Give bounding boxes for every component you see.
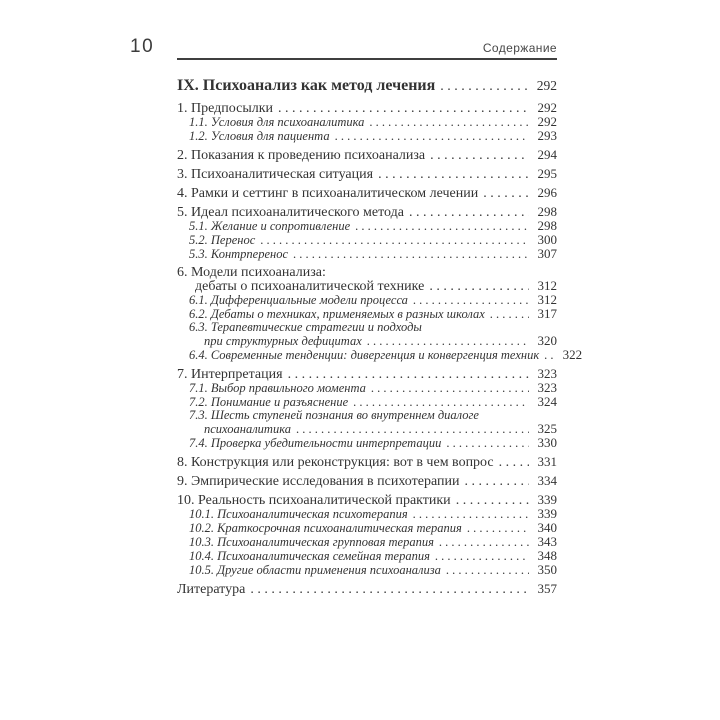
page-number: 323 xyxy=(537,380,557,395)
dot-leader xyxy=(278,102,529,115)
page-number: 312 xyxy=(537,278,557,293)
toc-entry-title: 8. Конструкция или реконструкция: вот в чем вопрос xyxy=(177,455,494,470)
dot-leader xyxy=(483,187,529,200)
toc-entry xyxy=(177,321,557,334)
toc-entry xyxy=(177,507,557,521)
running-head: Содержание xyxy=(482,41,557,55)
toc-chapter-heading xyxy=(177,76,557,96)
page-number: 350 xyxy=(537,562,557,577)
page-number: 292 xyxy=(536,78,557,93)
toc-backmatter-title: Литература xyxy=(177,582,246,597)
dot-leader xyxy=(499,456,529,469)
page-number: 317 xyxy=(537,306,557,321)
toc-entry-title: 6.3. Терапевтические стратегии и подходы xyxy=(189,320,422,334)
page-number: 334 xyxy=(537,473,557,488)
toc-entry-title: 5.2. Перенос xyxy=(189,233,256,247)
toc-entry xyxy=(177,455,557,469)
toc-entry-title: 6.4. Современные тенденции: дивергенция и конвергенция техник xyxy=(189,348,540,362)
dot-leader xyxy=(409,206,529,219)
toc-entry-title: при структурных дефицитах xyxy=(204,334,362,348)
dot-leader xyxy=(355,220,529,233)
header-rule xyxy=(177,58,557,60)
dot-leader xyxy=(335,130,529,143)
toc-entry-title: 5.3. Контрперенос xyxy=(189,247,289,261)
dot-leader xyxy=(293,248,529,261)
toc-entry xyxy=(177,334,557,348)
toc-entry-title: 10.2. Краткосрочная психоаналитическая терапия xyxy=(189,521,462,535)
page-number: 323 xyxy=(537,366,557,381)
toc-entry xyxy=(177,521,557,535)
toc-entry xyxy=(177,474,557,488)
toc-entry xyxy=(177,167,557,181)
toc-entry-title: 7.3. Шесть ступеней познания во внутреннем диалоге xyxy=(189,408,479,422)
dot-leader xyxy=(430,149,529,162)
toc-entry xyxy=(177,422,557,436)
page-number: 292 xyxy=(537,100,557,115)
page-header xyxy=(130,36,557,58)
dot-leader xyxy=(544,349,554,362)
toc-entry xyxy=(177,233,557,247)
dot-leader xyxy=(464,475,529,488)
toc-entry-title: 7. Интерпретация xyxy=(177,367,283,382)
page-number: 298 xyxy=(537,204,557,219)
page-number: 339 xyxy=(537,506,557,521)
toc-entry-title: 7.2. Понимание и разъяснение xyxy=(189,395,349,409)
toc-entry xyxy=(177,307,557,321)
dot-leader xyxy=(429,280,529,293)
table-of-contents xyxy=(177,76,583,597)
dot-leader xyxy=(467,522,529,535)
page-number: 324 xyxy=(537,394,557,409)
toc-entry-title: 1. Предпосылки xyxy=(177,101,274,116)
toc-entry-title: психоаналитика xyxy=(204,422,291,436)
toc-entry-title: 1.2. Условия для пациента xyxy=(189,129,330,143)
toc-entry-title: 6.1. Дифференциальные модели процесса xyxy=(189,293,408,307)
dot-leader xyxy=(446,437,529,450)
toc-entry xyxy=(177,115,557,129)
dot-leader xyxy=(435,550,529,563)
toc-entry xyxy=(177,247,557,261)
page-number: 298 xyxy=(537,218,557,233)
page-number: 312 xyxy=(537,292,557,307)
toc-entry xyxy=(177,293,557,307)
page-number: 322 xyxy=(562,347,583,362)
page-number: 296 xyxy=(537,185,557,200)
toc-entry-title: 7.1. Выбор правильного момента xyxy=(189,381,366,395)
toc-entry xyxy=(177,205,557,219)
toc-entry xyxy=(177,535,557,549)
toc-entry-title: 1.1. Условия для психоаналитика xyxy=(189,115,365,129)
toc-entry xyxy=(177,266,557,279)
page-number: 293 xyxy=(537,128,557,143)
toc-entry xyxy=(177,101,557,115)
page-number: 300 xyxy=(537,232,557,247)
toc-entry xyxy=(177,549,557,563)
page-number: 340 xyxy=(537,520,557,535)
page-number: 292 xyxy=(537,114,557,129)
toc-entry xyxy=(177,395,557,409)
page-number: 348 xyxy=(537,548,557,563)
toc-entry xyxy=(177,436,557,450)
toc-entry-title: 6. Модели психоанализа: xyxy=(177,265,326,280)
toc-entry xyxy=(177,279,557,293)
dot-leader xyxy=(296,423,529,436)
toc-entry-title: 7.4. Проверка убедительности интерпретации xyxy=(189,436,442,450)
dot-leader xyxy=(439,536,529,549)
toc-entry-list xyxy=(177,100,583,577)
page-number: 330 xyxy=(537,435,557,450)
toc-entry-title: 6.2. Дебаты о техниках, применяемых в разных школах xyxy=(189,307,485,321)
toc-entry-title: дебаты о психоаналитической технике xyxy=(195,279,425,294)
dot-leader xyxy=(367,335,529,348)
toc-entry xyxy=(177,148,557,162)
toc-entry-title: 5. Идеал психоаналитического метода xyxy=(177,205,404,220)
toc-entry xyxy=(177,409,557,422)
dot-leader xyxy=(440,77,529,96)
dot-leader xyxy=(288,368,529,381)
toc-entry-title: 3. Психоаналитическая ситуация xyxy=(177,167,374,182)
toc-entry-title: 10.5. Другие области применения психоанализа xyxy=(189,563,441,577)
toc-entry-title: 10.4. Психоаналитическая семейная терапия xyxy=(189,549,430,563)
toc-entry xyxy=(177,381,557,395)
toc-entry xyxy=(177,367,557,381)
dot-leader xyxy=(371,382,529,395)
page-number: 357 xyxy=(537,581,557,596)
toc-entry-title: 2. Показания к проведению психоанализа xyxy=(177,148,426,163)
page-number: 343 xyxy=(537,534,557,549)
toc-entry-title: 10. Реальность психоаналитической практики xyxy=(177,493,451,508)
page-folio: 10 xyxy=(130,36,155,57)
toc-entry xyxy=(177,219,557,233)
dot-leader xyxy=(490,308,529,321)
dot-leader xyxy=(378,168,529,181)
dot-leader xyxy=(260,234,529,247)
page-number: 325 xyxy=(537,421,557,436)
dot-leader xyxy=(250,583,529,596)
page-number: 294 xyxy=(537,147,557,162)
page-number: 320 xyxy=(537,333,557,348)
toc-entry-title: 9. Эмпирические исследования в психотерапии xyxy=(177,474,460,489)
toc-chapter-title: IX. Психоанализ как метод лечения xyxy=(177,77,436,94)
toc-entry-title: 10.1. Психоаналитическая психотерапия xyxy=(189,507,408,521)
toc-entry xyxy=(177,129,557,143)
toc-entry-title: 5.1. Желание и сопротивление xyxy=(189,219,351,233)
dot-leader xyxy=(369,116,529,129)
toc-entry xyxy=(177,347,583,362)
page-number: 331 xyxy=(537,454,557,469)
dot-leader xyxy=(446,564,529,577)
toc-entry xyxy=(177,186,557,200)
toc-entry-title: 10.3. Психоаналитическая групповая терапия xyxy=(189,535,434,549)
page-number: 295 xyxy=(537,166,557,181)
dot-leader xyxy=(413,294,529,307)
toc-entry xyxy=(177,493,557,507)
page-number: 307 xyxy=(537,246,557,261)
toc-backmatter xyxy=(177,582,557,596)
dot-leader xyxy=(413,508,529,521)
dot-leader xyxy=(456,494,529,507)
page-number: 339 xyxy=(537,492,557,507)
toc-entry-title: 4. Рамки и сеттинг в психоаналитическом лечении xyxy=(177,186,479,201)
toc-entry xyxy=(177,563,557,577)
